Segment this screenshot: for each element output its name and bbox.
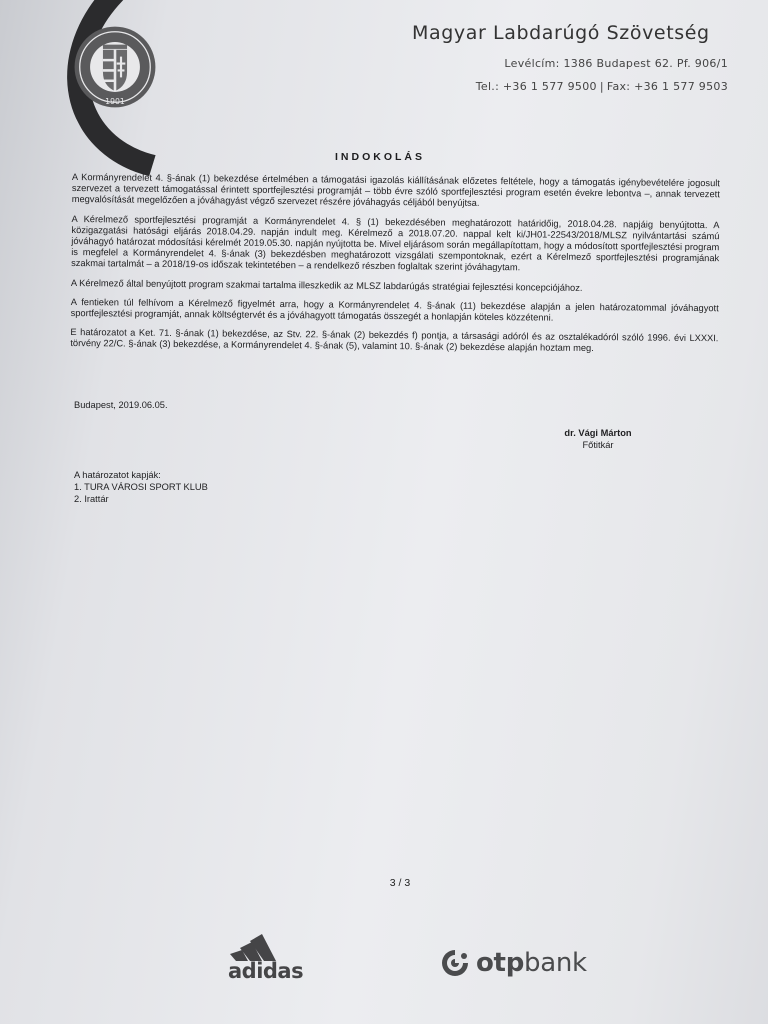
otpbank-wordmark <box>476 948 587 978</box>
sponsor-footer <box>0 925 768 985</box>
signature-block <box>538 427 658 451</box>
signer-title: Főtitkár <box>582 440 614 450</box>
organization-name: Magyar Labdarúgó Szövetség <box>412 22 710 44</box>
adidas-stripes-icon <box>222 931 292 961</box>
otpbank-logo <box>440 943 587 983</box>
otp-wordmark-prefix: otp <box>476 948 525 978</box>
contact-separator: | <box>599 80 604 93</box>
otp-wordmark-suffix: bank <box>524 948 587 978</box>
adidas-wordmark: adidas <box>228 959 304 983</box>
mlsz-crest-logo <box>72 24 158 110</box>
page-number: 3 / 3 <box>389 877 411 889</box>
body-paragraph: A fentieken túl felhívom a Kérelmező figyelmét arra, hogy a Kormányrendelet 4. §-ának (11) bekezdése alapján a jelen határozatommal jóváhagyott sportfejlesztési programját, annak költségtervét és a jóváhagyott támogatás összegét a honlapján köteles közzétenni. <box>70 296 719 323</box>
place-and-date: Budapest, 2019.06.05. <box>74 400 168 410</box>
signer-name: dr. Vági Márton <box>564 428 632 438</box>
recipients-heading: A határozatot kapják: <box>74 470 161 480</box>
fax-number: Fax: +36 1 577 9503 <box>606 80 728 93</box>
recipient-item: 1. TURA VÁROSI SPORT KLUB <box>74 482 208 492</box>
body-paragraph: E határozatot a Ket. 71. §-ának (1) bekezdése, az Stv. 22. §-ának (2) bekezdés f) pontja, a társasági adóról és az osztalékadóról szóló 1996. évi LXXXI. törvény 22/C. §-ának (3) bekezdése, a Kormányrendelet 4. §-ának (5), valamint 10. §-ának (2) bekezdése alapján hoztam meg. <box>70 327 719 354</box>
recipient-item: 2. Irattár <box>74 494 109 504</box>
phone-number: Tel.: +36 1 577 9500 <box>475 80 597 93</box>
otp-spiral-icon <box>440 948 470 978</box>
body-paragraph: A Kérelmező sportfejlesztési programját a Kormányrendelet 4. § (1) bekezdésében meghatározott határidőig, 2018.04.28. napjáig benyújtotta. A közigazgatási hatósági eljárás 2018.04.29. napján indult meg. Kérelmező a 2018.07.20. nappal kelt ki/JH01-22543/2018/MLSZ nyilvántartási számú jóváhagyó határozat módosítási kérelmét 2019.05.30. napján nyújtotta be. Mivel eljárásom során megállapítottam, hogy a módosított sportfejlesztési program is megfelel a Kormányrendelet 4. §-ának (3) bekezdésben meghatározott vizsgálati szempontoknak, ezért a Kérelmező sportfejlesztési programjának szakmai tartalmát – a 2018/19-os időszak tekintetében – a rendelkező részben foglaltak szerint jóváhagytam. <box>71 213 720 273</box>
crest-year: 1901 <box>105 96 125 106</box>
body-paragraph: A Kérelmező által benyújtott program szakmai tartalma illeszkedik az MLSZ labdarúgás stratégiai fejlesztési koncepciójához. <box>70 277 583 293</box>
adidas-logo <box>222 931 312 987</box>
body-paragraph: A Kormányrendelet 4. §-ának (1) bekezdése értelmében a támogatási igazolás kiállításának előzetes feltétele, hogy a támogatás igénybevételére jogosult szervezet a tervezett támogatással érintett sportfejlesztési programját – több évre szóló sportfejlesztési program esetén évekre lebontva –, annak tervezett megvalósítását megelőzően a jóváhagyást végző szervezet részére jóváhagyás céljából benyújtsa. <box>71 172 720 209</box>
organization-phone-fax <box>476 80 728 93</box>
organization-address: Levélcím: 1386 Budapest 62. Pf. 906/1 <box>504 57 728 70</box>
document-title: INDOKOLÁS <box>335 151 425 163</box>
document-body <box>70 172 720 364</box>
recipients-block <box>74 469 208 505</box>
recipients-list <box>74 481 208 505</box>
